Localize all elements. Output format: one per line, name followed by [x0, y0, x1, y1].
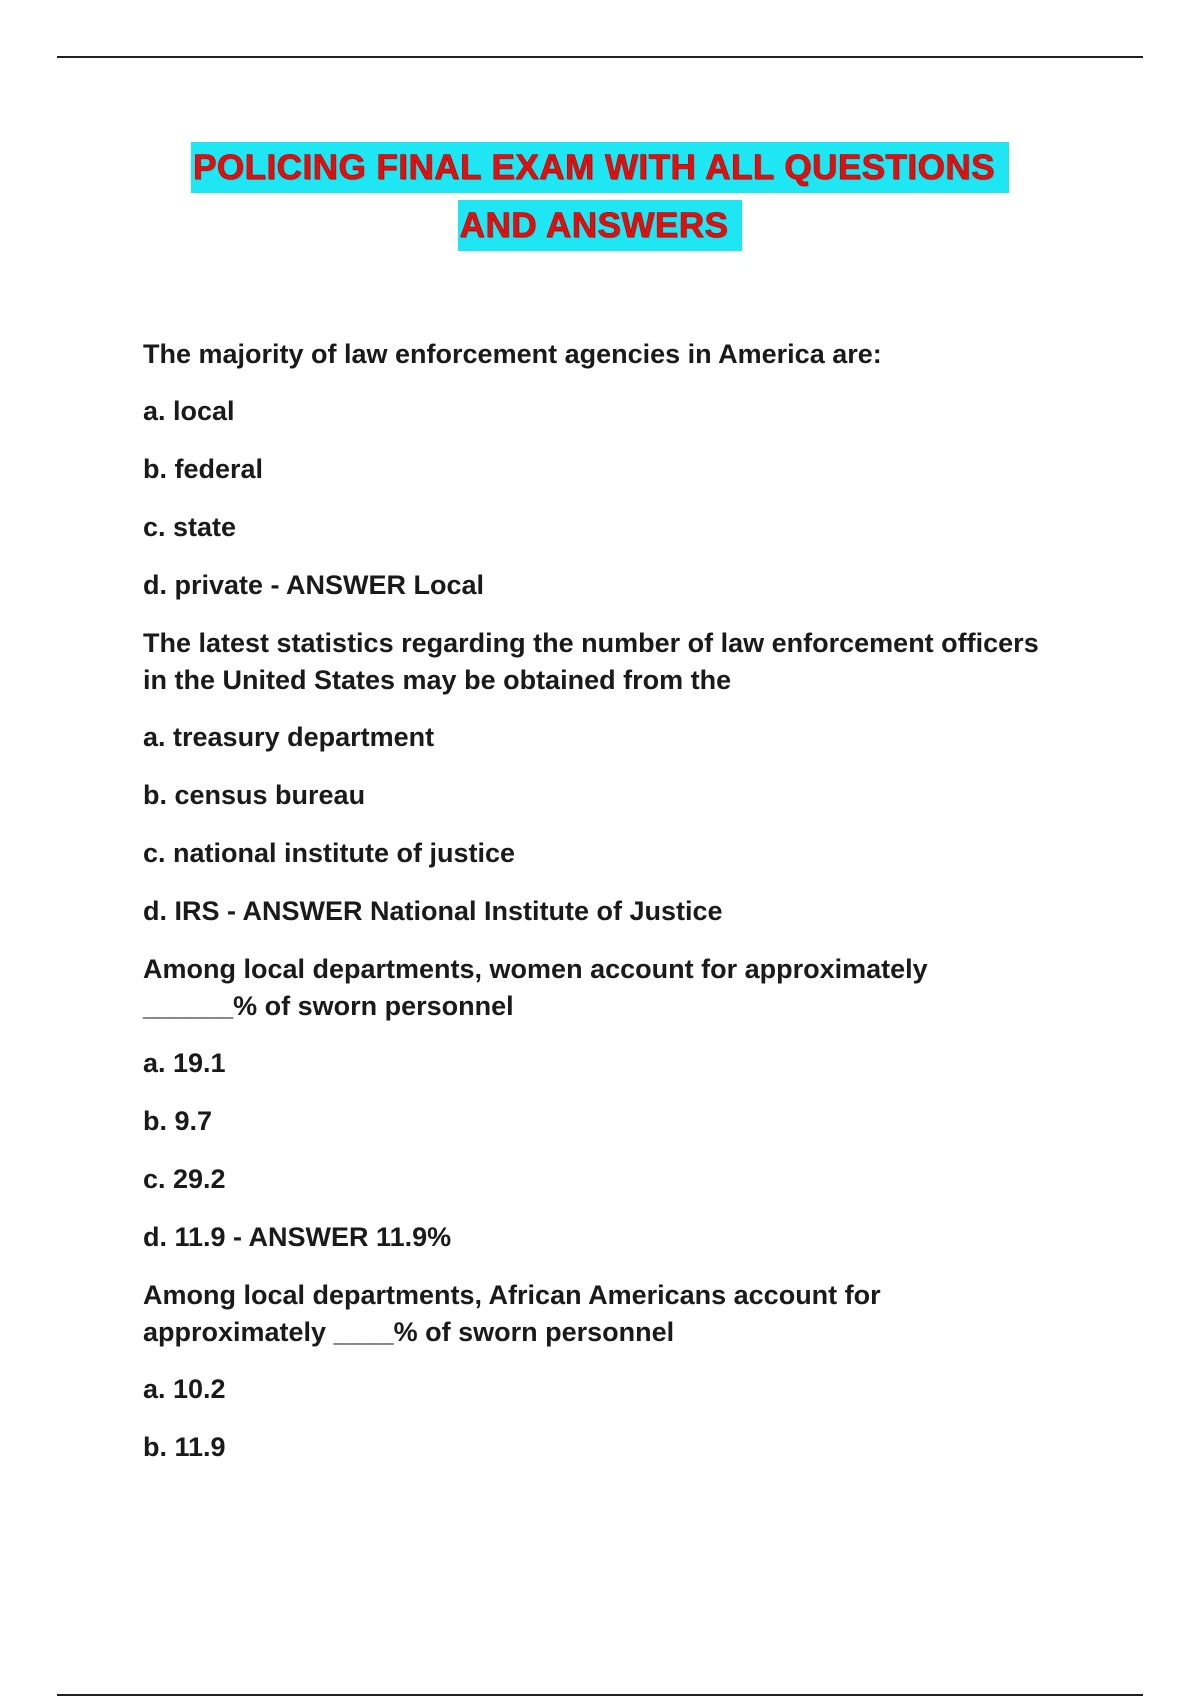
answer-option: a. local: [143, 396, 235, 426]
answer-option-with-answer: d. private - ANSWER Local: [143, 570, 485, 600]
answer-option: a. 19.1: [143, 1048, 226, 1078]
question-prompt: Among local departments, women account for approximately ______% of sworn personnel: [143, 954, 928, 1021]
answer-option: c. 29.2: [143, 1164, 226, 1194]
answer-option: a. 10.2: [143, 1374, 226, 1404]
question-prompt: Among local departments, African Americans account for approximately ____% of sworn personnel: [143, 1280, 881, 1347]
question-block: [143, 625, 1043, 930]
answer-option: b. census bureau: [143, 780, 366, 810]
bottom-divider: [57, 1694, 1143, 1696]
answer-option: b. 9.7: [143, 1106, 213, 1136]
question-block: [143, 951, 1043, 1256]
answer-option: b. federal: [143, 454, 264, 484]
title-line-1: POLICING FINAL EXAM WITH ALL QUESTIONS: [191, 142, 1009, 193]
question-block: [143, 336, 1043, 604]
question-list: [143, 336, 1043, 1487]
answer-option: a. treasury department: [143, 722, 435, 752]
answer-option: b. 11.9: [143, 1432, 226, 1462]
answer-option-with-answer: d. IRS - ANSWER National Institute of Justice: [143, 896, 723, 926]
top-divider: [57, 56, 1143, 58]
answer-option: c. national institute of justice: [143, 838, 516, 868]
question-block: [143, 1277, 1043, 1466]
answer-option-with-answer: d. 11.9 - ANSWER 11.9%: [143, 1222, 452, 1252]
answer-option: c. state: [143, 512, 237, 542]
title-line-2: AND ANSWERS: [458, 200, 743, 251]
question-prompt: The majority of law enforcement agencies in America are:: [143, 339, 882, 369]
document-title: [0, 142, 1200, 251]
question-prompt: The latest statistics regarding the number of law enforcement officers in the United States may be obtained from the: [143, 628, 1039, 695]
